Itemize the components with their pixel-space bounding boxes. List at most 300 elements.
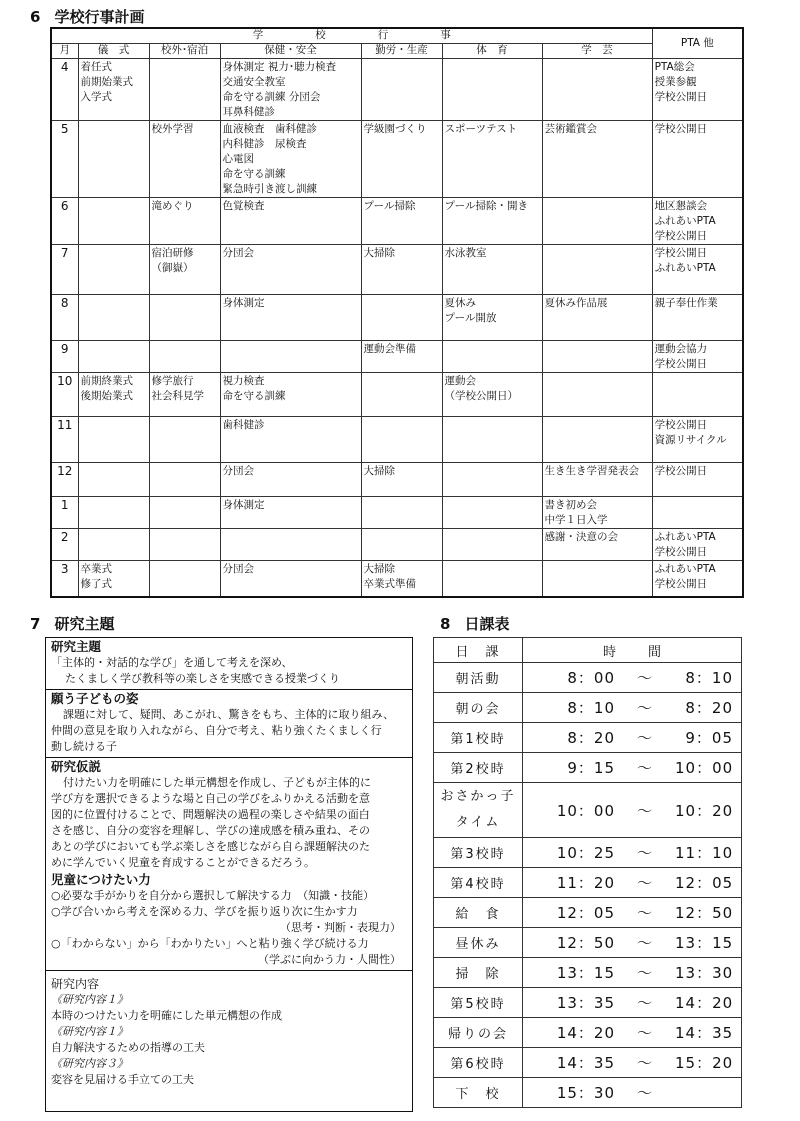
schedule-start-time: 10：25: [556, 844, 615, 862]
schedule-period-label: [434, 663, 523, 693]
event-cell-pe: [442, 121, 542, 198]
event-entry: 修学旅行: [151, 375, 194, 387]
skill-item: ○「わからない」から「わかりたい」へと粘り強く学び続ける力: [51, 937, 369, 950]
event-cell-ceremony: [78, 373, 149, 417]
event-cell-month: 7: [51, 245, 78, 295]
schedule-time-range: [523, 838, 742, 868]
schedule-start-time: 14：20: [556, 1024, 615, 1042]
event-cell-pe: [442, 497, 542, 529]
schedule-period-label: [434, 693, 523, 723]
hypothesis-line: 付けたい力を明確にした単元構想を作成し、子どもが主体的に: [63, 776, 371, 789]
event-entry: 血液検査 歯科健診: [222, 123, 317, 135]
event-cell-pta: [652, 497, 743, 529]
event-entry: 地区懇談会: [654, 200, 708, 212]
event-entry: 前期終業式: [80, 375, 133, 387]
schedule-separator: ～: [636, 964, 653, 982]
section8-number: 8: [440, 615, 451, 633]
schedule-row: [434, 838, 742, 868]
event-cell-arts: [542, 463, 652, 497]
event-entry: プール掃除: [363, 200, 416, 212]
schedule-period-name: 給 食: [455, 907, 501, 922]
event-entry: 学校公開日: [654, 578, 708, 590]
schedule-period-label: [434, 838, 523, 868]
event-cell-pe: [442, 198, 542, 245]
schedule-period-label: [434, 1078, 523, 1108]
event-entry: 身体測定: [222, 297, 265, 309]
event-entry: 歯科健診: [222, 419, 265, 431]
event-entry: 学級園づくり: [363, 123, 427, 135]
schedule-start-time: 9：15: [567, 759, 615, 777]
schedule-row: [434, 1018, 742, 1048]
schedule-end-time: 13：30: [675, 964, 734, 982]
event-cell-labor: [361, 341, 442, 373]
schedule-end-time: 8：20: [685, 699, 733, 717]
event-entry: 運動会協力: [654, 343, 708, 355]
event-entry: 書き初め会: [544, 499, 597, 511]
schedule-time-range: [523, 988, 742, 1018]
event-row: [51, 561, 743, 597]
hypothesis-block: [46, 758, 412, 971]
event-entry: 生き生き学習発表会: [544, 465, 639, 477]
schedule-period-name: 朝活動: [455, 672, 501, 687]
schedule-period-name: 第4校時: [450, 877, 506, 892]
event-cell-month: 5: [51, 121, 78, 198]
header-pta: PTA 他: [652, 28, 743, 59]
event-cell-pta: [652, 463, 743, 497]
event-cell-arts: [542, 198, 652, 245]
event-row: [51, 59, 743, 121]
skill-item: ○必要な手がかりを自分から選択して解決する力 （知識・技能）: [51, 889, 375, 902]
event-cell-labor: [361, 121, 442, 198]
header-outing: 校外･宿泊: [149, 44, 220, 59]
schedule-row: [434, 693, 742, 723]
event-cell-arts: [542, 529, 652, 561]
schedule-end-time: 12：05: [675, 874, 734, 892]
daily-schedule-table: [433, 637, 742, 1108]
event-cell-outing: [149, 497, 220, 529]
schedule-separator: ～: [636, 801, 653, 820]
event-cell-health: [220, 198, 361, 245]
event-entry: 後期始業式: [80, 390, 133, 402]
event-cell-month: 2: [51, 529, 78, 561]
event-cell-health: [220, 463, 361, 497]
schedule-separator: ～: [636, 759, 653, 777]
schedule-separator: ～: [636, 669, 653, 687]
event-cell-labor: [361, 245, 442, 295]
content-text: 本時のつけたい力を明確にした単元構想の作成: [51, 1009, 282, 1022]
event-row: [51, 497, 743, 529]
event-cell-pe: [442, 245, 542, 295]
header-month: 月: [51, 44, 78, 59]
event-cell-health: [220, 59, 361, 121]
event-table: [50, 27, 744, 598]
event-cell-month: 11: [51, 417, 78, 463]
event-entry: 学校公開日: [654, 91, 708, 103]
event-cell-labor: [361, 198, 442, 245]
schedule-start-time: 12：50: [556, 934, 615, 952]
event-cell-ceremony: [78, 529, 149, 561]
wish-line: 動し続ける子: [51, 740, 117, 753]
event-cell-labor: [361, 59, 442, 121]
schedule-separator: ～: [636, 729, 653, 747]
event-entry: 資源リサイクル: [654, 434, 727, 446]
event-cell-ceremony: [78, 59, 149, 121]
event-entry: 社会科見学: [151, 390, 204, 402]
event-cell-pe: [442, 59, 542, 121]
content-text: 変容を見届ける手立ての工夫: [51, 1073, 194, 1086]
schedule-end-time: 11：10: [675, 844, 734, 862]
event-entry: 分団会: [222, 247, 254, 259]
event-cell-pe: [442, 529, 542, 561]
event-cell-month: 3: [51, 561, 78, 597]
event-entry: ふれあいPTA: [654, 262, 716, 274]
event-row: [51, 463, 743, 497]
event-cell-outing: [149, 529, 220, 561]
schedule-row: [434, 1078, 742, 1108]
event-entry: 卒業式準備: [363, 578, 416, 590]
schedule-end-time: 13：15: [675, 934, 734, 952]
event-entry: 卒業式: [80, 563, 112, 575]
schedule-separator: ～: [636, 904, 653, 922]
section6-number: 6: [30, 8, 41, 26]
schedule-period-label: [434, 1048, 523, 1078]
event-cell-pta: [652, 529, 743, 561]
event-entry: 視力検査: [222, 375, 265, 387]
event-cell-pta: [652, 417, 743, 463]
event-cell-health: [220, 121, 361, 198]
event-entry: 命を守る訓練: [222, 390, 286, 402]
header-labor: 勤労・生産: [361, 44, 442, 59]
event-cell-labor: [361, 463, 442, 497]
schedule-period-name: 第2校時: [450, 762, 506, 777]
schedule-row: [434, 928, 742, 958]
event-cell-month: 10: [51, 373, 78, 417]
section6-title: 学校行事計画: [54, 8, 145, 26]
event-cell-ceremony: [78, 417, 149, 463]
schedule-start-time: 8：20: [567, 729, 615, 747]
event-entry: 夏休み: [444, 297, 476, 309]
schedule-row: [434, 1048, 742, 1078]
event-cell-month: 9: [51, 341, 78, 373]
event-cell-arts: [542, 59, 652, 121]
content-heading: 研究内容: [51, 977, 100, 991]
event-cell-pta: [652, 561, 743, 597]
header-pe: 体 育: [442, 44, 542, 59]
hypothesis-line: さを感じ、自分の変容を理解し、学びの達成感を積み重ね、その: [51, 824, 370, 837]
event-entry: 命を守る訓練 分団会: [222, 91, 321, 103]
schedule-end-time: 12：50: [675, 904, 734, 922]
event-entry: PTA総会: [654, 61, 695, 73]
schedule-header-time: 時間: [523, 638, 742, 663]
schedule-time-range: [523, 663, 742, 693]
schedule-separator: ～: [636, 994, 653, 1012]
schedule-period-name-2: タイム: [455, 815, 501, 830]
schedule-period-label: [434, 723, 523, 753]
event-entry: 心電図: [222, 153, 254, 165]
event-cell-pta: [652, 373, 743, 417]
event-cell-arts: [542, 373, 652, 417]
event-entry: プール開放: [444, 312, 497, 324]
skill-item: ○学び合いから考えを深める力、学びを振り返り次に生かす力: [51, 905, 358, 918]
schedule-period-name: おさかっ子: [440, 789, 516, 804]
event-cell-month: 8: [51, 295, 78, 341]
content-label: 《研究内容３》: [51, 1057, 128, 1070]
event-cell-outing: [149, 198, 220, 245]
event-cell-labor: [361, 295, 442, 341]
schedule-separator: ～: [636, 934, 653, 952]
event-cell-month: 1: [51, 497, 78, 529]
content-block: [46, 971, 412, 1090]
event-cell-arts: [542, 245, 652, 295]
wish-block: [46, 690, 412, 758]
schedule-start-time: 13：15: [556, 964, 615, 982]
event-entry: 滝めぐり: [151, 200, 194, 212]
event-cell-pe: [442, 373, 542, 417]
event-cell-arts: [542, 295, 652, 341]
event-cell-ceremony: [78, 497, 149, 529]
content-text: 自力解決するための指導の工夫: [51, 1041, 205, 1054]
research-theme-block: [46, 638, 412, 690]
schedule-start-time: 11：20: [556, 874, 615, 892]
hypothesis-line: 学び方を選択できるような場と自己の学びをふりかえる活動を意: [51, 792, 370, 805]
header-health: 保健・安全: [220, 44, 361, 59]
schedule-end-time: 10：20: [675, 801, 734, 820]
content-label: 《研究内容１》: [51, 993, 128, 1006]
event-entry: 学校公開日: [654, 230, 708, 242]
event-entry: 着任式: [80, 61, 112, 73]
event-cell-ceremony: [78, 341, 149, 373]
skill-note: （学ぶに向かう力・人間性）: [258, 953, 401, 966]
event-cell-pta: [652, 245, 743, 295]
schedule-start-time: 13：35: [556, 994, 615, 1012]
event-cell-outing: [149, 121, 220, 198]
schedule-time-range: [523, 958, 742, 988]
event-cell-month: 6: [51, 198, 78, 245]
event-cell-outing: [149, 417, 220, 463]
schedule-time-range: [523, 1078, 742, 1108]
schedule-time-range: [523, 928, 742, 958]
research-theme-heading: 研究主題: [51, 639, 102, 654]
section8-title: 日課表: [464, 615, 510, 633]
event-entry: 感謝・決意の会: [544, 531, 618, 543]
event-cell-health: [220, 417, 361, 463]
event-cell-labor: [361, 529, 442, 561]
event-row: [51, 295, 743, 341]
schedule-start-time: 15：30: [556, 1084, 615, 1102]
schedule-end-time: 14：20: [675, 994, 734, 1012]
research-theme-line: 「主体的・対話的な学び」を通して考えを深め、: [51, 656, 293, 669]
event-entry: 中学１日入学: [544, 514, 608, 526]
event-entry: 前期始業式: [80, 76, 133, 88]
schedule-separator: ～: [636, 699, 653, 717]
section8-heading: [440, 613, 509, 634]
schedule-separator: ～: [636, 1084, 653, 1102]
schedule-row: [434, 723, 742, 753]
event-entry: 耳鼻科健診: [222, 106, 275, 118]
schedule-start-time: 12：05: [556, 904, 615, 922]
event-cell-pe: [442, 295, 542, 341]
schedule-period-name: 帰りの会: [447, 1027, 508, 1042]
event-cell-labor: [361, 561, 442, 597]
hypothesis-line: めに学んでいく児童を育成することができるだろう。: [51, 856, 315, 869]
schedule-period-name: 第3校時: [450, 847, 506, 862]
schedule-period-name: 掃 除: [455, 967, 501, 982]
event-entry: ふれあいPTA: [654, 215, 716, 227]
event-entry: 修了式: [80, 578, 112, 590]
schedule-time-range: [523, 1048, 742, 1078]
event-cell-ceremony: [78, 295, 149, 341]
event-entry: 運動会準備: [363, 343, 416, 355]
event-entry: 授業参観: [654, 76, 697, 88]
header-ceremony: 儀 式: [78, 44, 149, 59]
event-entry: 交通安全教室: [222, 76, 286, 88]
schedule-end-time: 14：35: [675, 1024, 734, 1042]
schedule-separator: ～: [636, 874, 653, 892]
event-entry: ふれあいPTA: [654, 531, 716, 543]
event-entry: 分団会: [222, 563, 254, 575]
event-entry: 分団会: [222, 465, 254, 477]
event-cell-outing: [149, 59, 220, 121]
event-entry: 緊急時引き渡し訓練: [222, 183, 317, 195]
header-arts: 学 芸: [542, 44, 652, 59]
schedule-period-name: 下 校: [455, 1087, 501, 1102]
event-cell-outing: [149, 341, 220, 373]
hypothesis-line: 図的に位置付けることで、問題解決の過程の楽しさや結果の面白: [51, 808, 370, 821]
event-cell-health: [220, 529, 361, 561]
schedule-period-name: 第1校時: [450, 732, 506, 747]
schedule-period-label: [434, 988, 523, 1018]
event-entry: 内科健診 尿検査: [222, 138, 307, 150]
schedule-period-label: [434, 928, 523, 958]
event-cell-pta: [652, 59, 743, 121]
schedule-period-label: [434, 868, 523, 898]
event-cell-labor: [361, 497, 442, 529]
event-row: [51, 417, 743, 463]
schedule-period-name: 昼休み: [455, 937, 501, 952]
event-entry: 身体測定: [222, 499, 265, 511]
schedule-separator: ～: [636, 1054, 653, 1072]
schedule-time-range: [523, 868, 742, 898]
event-group-header: 学校行事: [51, 28, 652, 44]
event-entry: 水泳教室: [444, 247, 487, 259]
section7-number: 7: [30, 615, 41, 633]
schedule-time-range: [523, 723, 742, 753]
event-entry: 身体測定 視力･聴力検査: [222, 61, 337, 73]
skill-note: （思考・判断・表現力）: [280, 921, 401, 934]
schedule-period-label: [434, 753, 523, 783]
event-row: [51, 341, 743, 373]
schedule-time-range: [523, 1018, 742, 1048]
event-cell-month: 4: [51, 59, 78, 121]
event-cell-month: 12: [51, 463, 78, 497]
event-cell-health: [220, 497, 361, 529]
event-cell-outing: [149, 245, 220, 295]
event-row: [51, 245, 743, 295]
event-entry: 芸術鑑賞会: [544, 123, 597, 135]
event-entry: 命を守る訓練: [222, 168, 286, 180]
wish-heading: 願う子どもの姿: [51, 691, 139, 706]
schedule-time-range: [523, 753, 742, 783]
skills-heading: 児童につけたい力: [51, 872, 151, 887]
schedule-start-time: 8：10: [567, 699, 615, 717]
schedule-row: [434, 753, 742, 783]
event-entry: 色覚検査: [222, 200, 265, 212]
event-entry: プール掃除・開き: [444, 200, 528, 212]
event-cell-arts: [542, 417, 652, 463]
event-cell-labor: [361, 373, 442, 417]
event-row: [51, 198, 743, 245]
research-theme-line: たくましく学び教科等の楽しさを実感できる授業づくり: [65, 672, 340, 685]
hypothesis-heading: 研究仮説: [51, 759, 102, 774]
event-cell-ceremony: [78, 198, 149, 245]
event-cell-health: [220, 245, 361, 295]
schedule-start-time: 8：00: [567, 669, 615, 687]
event-cell-pe: [442, 417, 542, 463]
event-row: [51, 529, 743, 561]
schedule-period-label: [434, 898, 523, 928]
event-cell-pe: [442, 561, 542, 597]
event-entry: 夏休み作品展: [544, 297, 608, 309]
schedule-header-row: [434, 638, 742, 663]
event-cell-labor: [361, 417, 442, 463]
event-cell-arts: [542, 341, 652, 373]
event-row: [51, 373, 743, 417]
event-entry: 運動会: [444, 375, 476, 387]
event-cell-health: [220, 561, 361, 597]
schedule-end-time: 8：10: [685, 669, 733, 687]
event-entry: 入学式: [80, 91, 112, 103]
section7-heading: [30, 613, 114, 634]
event-cell-pta: [652, 198, 743, 245]
event-entry: 学校公開日: [654, 465, 708, 477]
schedule-period-name: 朝の会: [455, 702, 501, 717]
schedule-separator: ～: [636, 844, 653, 862]
event-cell-pta: [652, 295, 743, 341]
event-entry: （御嶽）: [151, 262, 194, 274]
research-box: [45, 637, 413, 1112]
event-cell-ceremony: [78, 245, 149, 295]
event-cell-outing: [149, 373, 220, 417]
schedule-start-time: 10：00: [556, 801, 615, 820]
schedule-time-range: [523, 898, 742, 928]
event-entry: 大掃除: [363, 465, 395, 477]
schedule-period-name: 第5校時: [450, 997, 506, 1012]
event-entry: 学校公開日: [654, 358, 708, 370]
schedule-row: [434, 988, 742, 1018]
event-entry: 親子奉仕作業: [654, 297, 718, 309]
schedule-start-time: 14：35: [556, 1054, 615, 1072]
event-cell-ceremony: [78, 463, 149, 497]
event-cell-ceremony: [78, 121, 149, 198]
hypothesis-line: あとの学びにおいても学ぶ楽しさを感じながら自ら課題解決のた: [51, 840, 370, 853]
schedule-row: [434, 868, 742, 898]
schedule-period-label: [434, 1018, 523, 1048]
wish-line: 課題に対して、疑問、あこがれ、驚きをもち、主体的に取り組み、: [63, 708, 395, 721]
event-entry: 大掃除: [363, 247, 395, 259]
event-cell-health: [220, 373, 361, 417]
event-entry: 学校公開日: [654, 123, 708, 135]
event-cell-ceremony: [78, 561, 149, 597]
event-cell-pe: [442, 341, 542, 373]
event-cell-arts: [542, 121, 652, 198]
schedule-separator: ～: [636, 1024, 653, 1042]
schedule-period-name: 第6校時: [450, 1057, 506, 1072]
schedule-row: [434, 898, 742, 928]
event-cell-health: [220, 341, 361, 373]
event-entry: 学校公開日: [654, 247, 708, 259]
wish-line: 仲間の意見を取り入れながら、自分で考え、粘り強くたくましく行: [51, 724, 382, 737]
section7-title: 研究主題: [54, 615, 115, 633]
